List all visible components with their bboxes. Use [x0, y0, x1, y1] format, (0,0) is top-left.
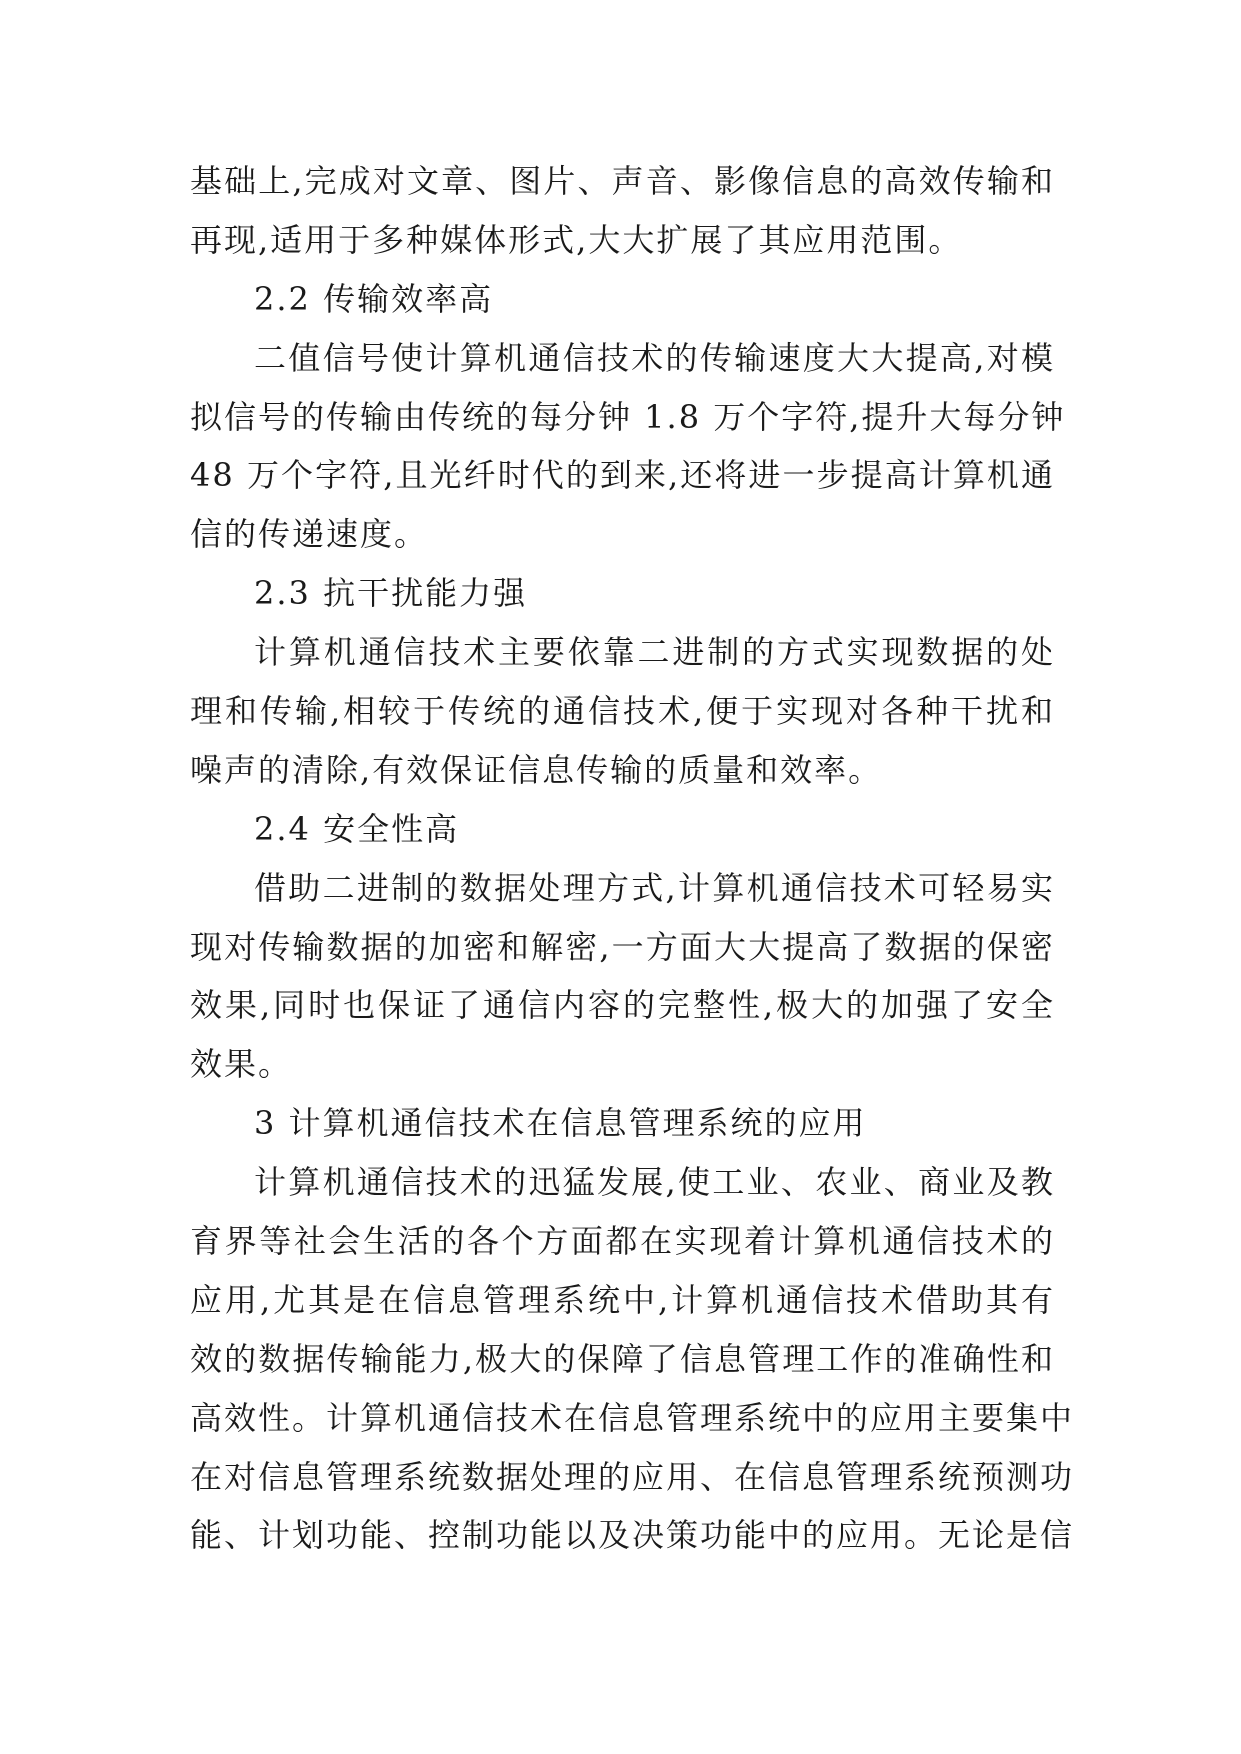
body-text: [190, 152, 1075, 1565]
text-line: 借助二进制的数据处理方式,计算机通信技术可轻易实: [254, 868, 1055, 907]
text-line: 二值信号使计算机通信技术的传输速度大大提高,对模: [254, 338, 1055, 377]
text-line: 效的数据传输能力,极大的保障了信息管理工作的准确性和: [190, 1339, 1055, 1378]
text-line: 噪声的清除,有效保证信息传输的质量和效率。: [190, 750, 883, 789]
text-line: 能、计划功能、控制功能以及决策功能中的应用。无论是信: [190, 1516, 1075, 1555]
text-line: 信的传递速度。: [190, 515, 429, 554]
text-line: 应用,尤其是在信息管理系统中,计算机通信技术借助其有: [190, 1280, 1055, 1319]
text-line: 育界等社会生活的各个方面都在实现着计算机通信技术的: [190, 1222, 1055, 1261]
text-line: 高效性。计算机通信技术在信息管理系统中的应用主要集中: [190, 1398, 1075, 1437]
text-line: 效果。: [190, 1045, 293, 1084]
section-heading: 3 计算机通信技术在信息管理系统的应用: [254, 1104, 867, 1143]
text-line: 理和传输,相较于传统的通信技术,便于实现对各种干扰和: [190, 692, 1055, 731]
section-heading: 2.2 传输效率高: [254, 279, 494, 318]
text-line: 拟信号的传输由传统的每分钟 1.8 万个字符,提升大每分钟: [190, 397, 1066, 436]
text-line: 现对传输数据的加密和解密,一方面大大提高了数据的保密: [190, 927, 1055, 966]
text-line: 再现,适用于多种媒体形式,大大扩展了其应用范围。: [190, 220, 963, 259]
section-heading: 2.4 安全性高: [254, 809, 460, 848]
text-line: 效果,同时也保证了通信内容的完整性,极大的加强了安全: [190, 986, 1055, 1025]
text-line: 计算机通信技术主要依靠二进制的方式实现数据的处: [254, 633, 1055, 672]
text-line: 在对信息管理系统数据处理的应用、在信息管理系统预测功: [190, 1457, 1075, 1496]
text-line: 基础上,完成对文章、图片、声音、影像信息的高效传输和: [190, 162, 1055, 200]
text-line: 计算机通信技术的迅猛发展,使工业、农业、商业及教: [254, 1163, 1055, 1202]
section-heading: 2.3 抗干扰能力强: [254, 574, 528, 613]
text-line: 48 万个字符,且光纤时代的到来,还将进一步提高计算机通: [190, 456, 1055, 495]
